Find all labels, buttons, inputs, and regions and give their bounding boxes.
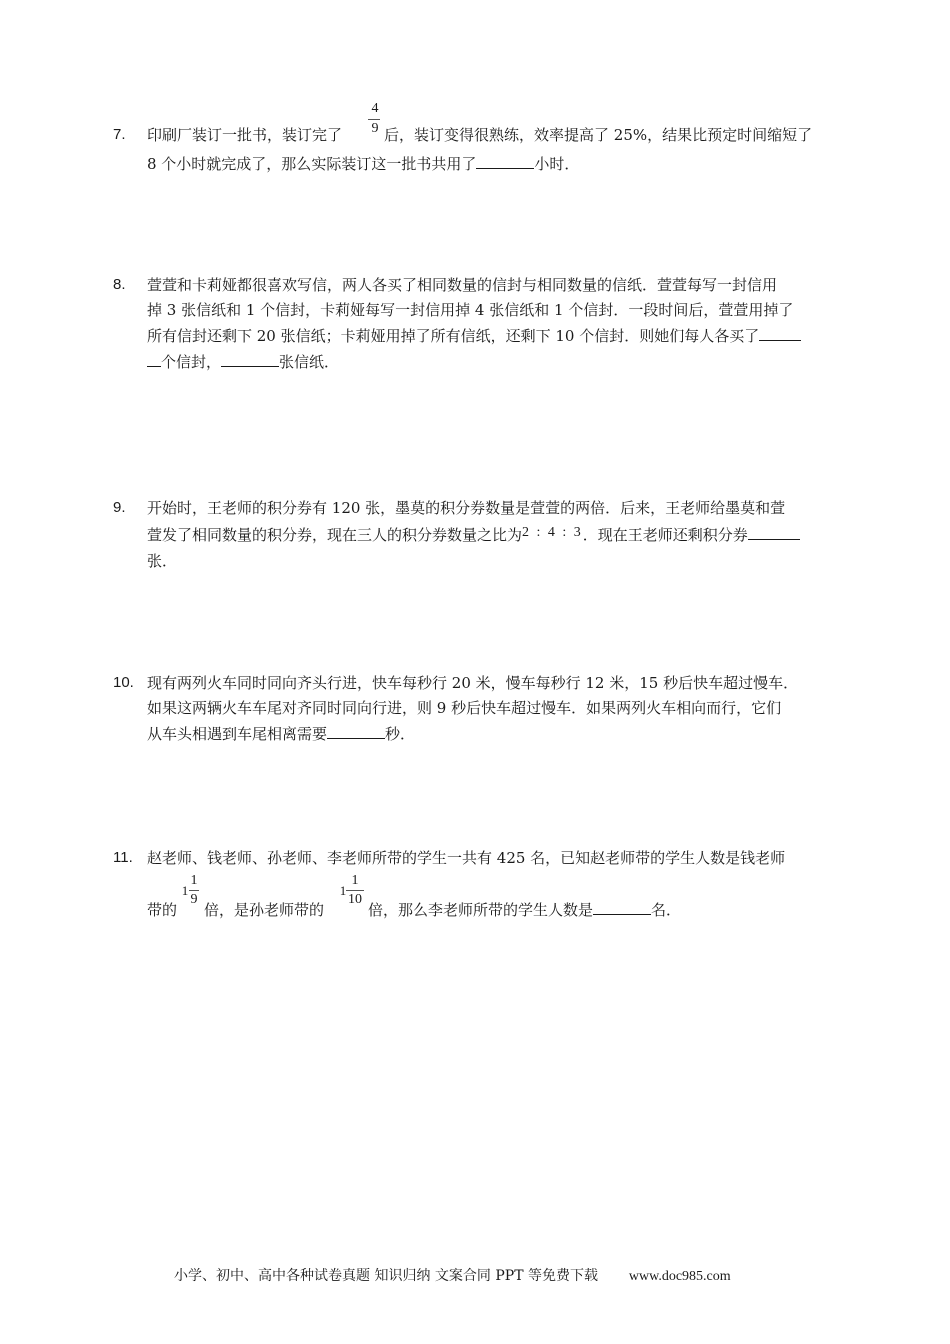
fraction-numerator: 1 bbox=[351, 873, 359, 888]
fraction-numerator: 4 bbox=[371, 101, 379, 116]
question-text: 赵老师、钱老师、孙老师、李老师所带的学生一共有 425 名，已知赵老师带的学生人数是钱老师 bbox=[147, 849, 786, 867]
question-text: 印刷厂装订一批书，装订完了 bbox=[147, 126, 343, 144]
mixed-number-whole: 1 bbox=[181, 883, 189, 898]
fraction-numerator: 1 bbox=[190, 873, 198, 888]
fraction-denominator: 9 bbox=[190, 892, 198, 907]
fraction-bar bbox=[346, 890, 364, 891]
footer-url[interactable]: www.doc985.com bbox=[628, 1269, 731, 1284]
question-text-line3: 从车头相遇到车尾相离需要 秒． bbox=[147, 725, 416, 743]
question-text-line2-end: 倍，那么李老师所带的学生人数是 名． bbox=[368, 901, 682, 919]
answer-blank-envelopes-part1[interactable] bbox=[759, 326, 801, 341]
answer-blank[interactable] bbox=[476, 154, 534, 169]
question-text-line2: 萱发了相同数量的积分券，现在三人的积分券数量之比为2 : 4 : 3．现在王老师还剩积分券 bbox=[147, 525, 800, 547]
question-text: 倍，是孙老师带的 bbox=[204, 901, 325, 919]
question-text: 萱萱和卡莉娅都很喜欢写信，两人各买了相同数量的信封与相同数量的信纸．萱萱每写一封信用 bbox=[147, 276, 778, 294]
question-text: 掉 3 张信纸和 1 个信封，卡莉娅每写一封信用掉 4 张信纸和 1 个信封．一段时间后，萱萱用掉了 bbox=[147, 301, 794, 319]
question-text: 后，装订变得很熟练，效率提高了 25%，结果比预定时间缩短了 bbox=[384, 126, 813, 144]
footer-text: 小学、初中、高中各种试卷真题 知识归纳 文案合同 PPT 等免费下载 bbox=[174, 1268, 598, 1284]
question-text: 如果这两辆火车车尾对齐同时同向行进，则 9 秒后快车超过慢车．如果两列火车相向而行，它们 bbox=[147, 699, 782, 717]
question-text-line3: 所有信封还剩下 20 张信纸；卡莉娅用掉了所有信纸，还剩下 10 个信封．则她们每人各买了 bbox=[147, 326, 801, 346]
question-number: 9. bbox=[113, 499, 126, 516]
answer-blank[interactable] bbox=[593, 900, 651, 915]
fraction-denominator: 9 bbox=[371, 121, 379, 136]
answer-blank-envelopes-part2[interactable] bbox=[147, 352, 161, 367]
answer-blank[interactable] bbox=[748, 525, 800, 540]
footer bbox=[174, 1267, 731, 1286]
mixed-number-whole: 1 bbox=[339, 883, 347, 898]
answer-blank-paper[interactable] bbox=[221, 352, 279, 367]
question-text-line4: 个信封， 张信纸． bbox=[147, 352, 339, 372]
question-text: 开始时，王老师的积分券有 120 张，墨莫的积分券数量是萱萱的两倍．后来，王老师给墨莫和萱 bbox=[147, 499, 786, 517]
question-number: 11. bbox=[113, 849, 133, 866]
question-text-line2: 8 个小时就完成了，那么实际装订这一批书共用了 小时． bbox=[147, 155, 580, 173]
question-number: 7. bbox=[113, 126, 126, 143]
question-text: 现有两列火车同时同向齐头行进，快车每秒行 20 米，慢车每秒行 12 米，15 秒后快车超过慢车． bbox=[147, 674, 799, 692]
ratio: 2 : 4 : 3 bbox=[522, 525, 583, 540]
question-text: 带的 bbox=[147, 901, 178, 919]
fraction-denominator: 10 bbox=[348, 892, 362, 907]
fraction-bar bbox=[189, 890, 199, 891]
question-text: 张． bbox=[147, 552, 178, 570]
question-number: 10. bbox=[113, 674, 134, 691]
answer-blank[interactable] bbox=[327, 724, 385, 739]
question-number: 8. bbox=[113, 276, 126, 293]
fraction-bar bbox=[368, 119, 380, 120]
